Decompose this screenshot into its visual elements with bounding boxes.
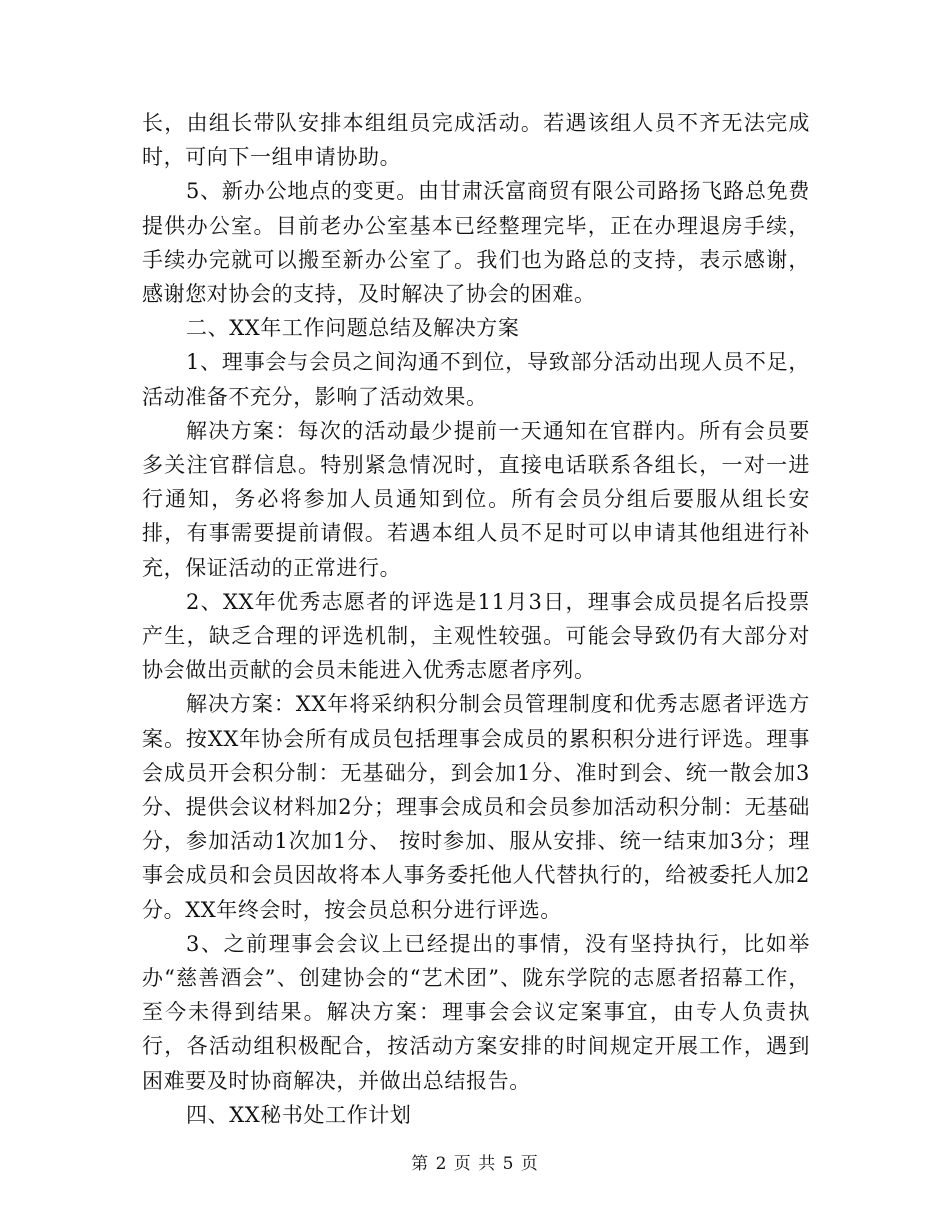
paragraph-problem-2: 2、XX年优秀志愿者的评选是11月3日，理事会成员提名后投票产生，缺乏合理的评选机制，主观性较强。可能会导致仍有大部分对协会做出贡献的会员未能进入优秀志愿者序列。 xyxy=(142,589,810,683)
page-footer: 第 2 页 共 5 页 xyxy=(411,1154,539,1174)
document-body xyxy=(142,106,810,1132)
paragraph-solution-2: 解决方案：XX年将采纳积分制会员管理制度和优秀志愿者评选方案。按XX年协会所有成员包括理事会成员的累积积分进行评选。理事会成员开会积分制：无基础分，到会加1分、准时到会、统一散会加3分、提供会议材料加2分；理事会成员和会员参加活动积分制：无基础分，参加活动1次加1分、 按时参加、服从安排、统一结束加3分；理事会成员和会员因故将本人事务委托他人代替执行的，给被委托人加2分。XX年终会时，按会员总积分进行评选。 xyxy=(142,692,810,922)
section-heading-plan: 四、XX秘书处工作计划 xyxy=(186,1102,412,1127)
paragraph-problem-3: 3、之前理事会会议上已经提出的事情，没有坚持执行，比如举办“慈善酒会”、创建协会的“艺术团”、陇东学院的志愿者招幕工作，至今未得到结果。解决方案：理事会会议定案事宜，由专人负责执行，各活动组积极配合，按活动方案安排的时间规定开展工作，遇到困难要及时协商解决，并做出总结报告。 xyxy=(142,931,810,1093)
paragraph-problem-1: 1、理事会与会员之间沟通不到位，导致部分活动出现人员不足，活动准备不充分，影响了活动效果。 xyxy=(142,350,810,409)
paragraph-solution-1: 解决方案：每次的活动最少提前一天通知在官群内。所有会员要多关注官群信息。特别紧急情况时，直接电话联系各组长，一对一进行通知，务必将参加人员通知到位。所有会员分组后要服从组长安排，有事需要提前请假。若遇本组人员不足时可以申请其他组进行补充，保证活动的正常进行。 xyxy=(142,418,810,580)
section-heading-problems: 二、XX年工作问题总结及解决方案 xyxy=(186,316,520,341)
paragraph-continuation: 长，由组长带队安排本组组员完成活动。若遇该组人员不齐无法完成时，可向下一组申请协助。 xyxy=(142,111,810,170)
paragraph-office-change: 5、新办公地点的变更。由甘肃沃富商贸有限公司路扬飞路总免费提供办公室。目前老办公室基本已经整理完毕，正在办理退房手续，手续办完就可以搬至新办公室了。我们也为路总的支持，表示感谢，感谢您对协会的支持，及时解决了协会的困难。 xyxy=(142,179,810,307)
